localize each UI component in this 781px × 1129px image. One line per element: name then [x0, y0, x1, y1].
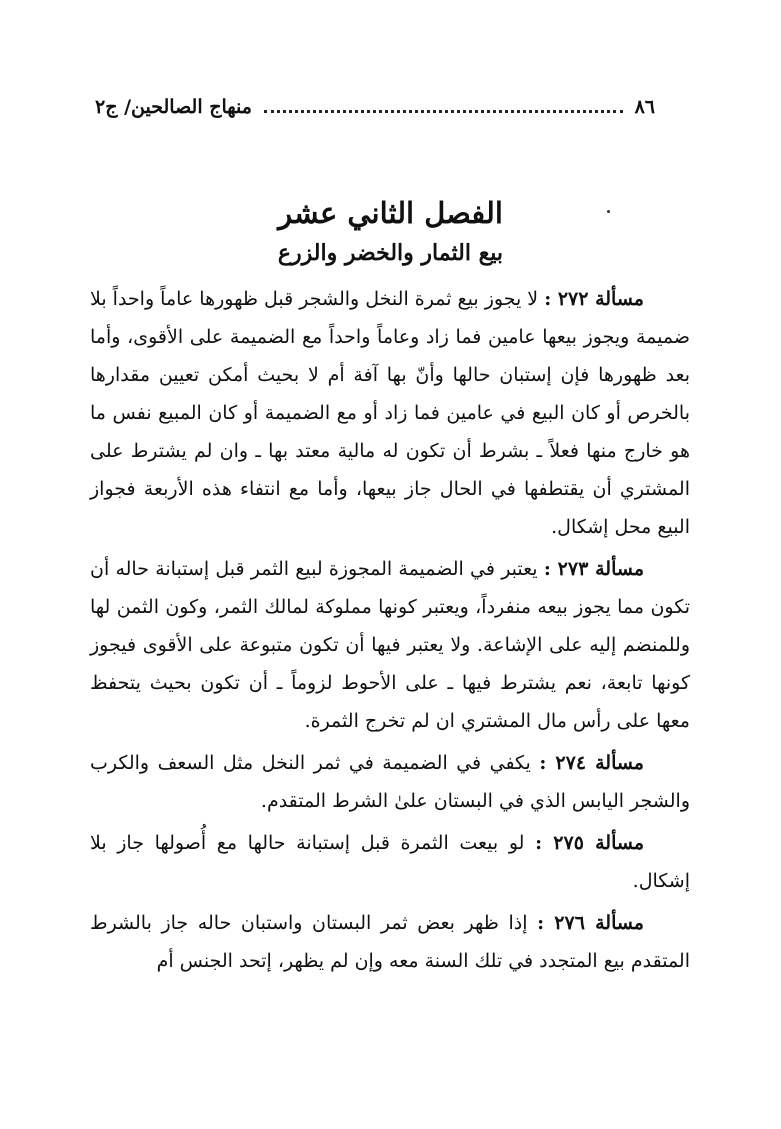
issue-paragraph: [90, 550, 690, 740]
issue-label: مسألة ٢٧٢ :: [544, 288, 644, 310]
issue-text: يعتبر في الضميمة المجوزة لبيع الثمر قبل إستبانة حاله أن تكون مما يجوز بيعه منفرداً، ويعتبر كونها مملوكة لمالك الثمر، وكون الثمن لها وللمنضم إليه على الإشاعة. ولا يعتبر فيها أن تكون متبوعة على الأقوى فيجوز كونها تابعة، نعم يشترط فيها ـ على الأحوط لزوماً ـ أن تكون بحيث يتحفظ معها على رأس مال المشتري ان لم تخرج الثمرة.: [90, 558, 690, 732]
issue-label: مسألة ٢٧٥ :: [535, 832, 644, 854]
issue-label: مسألة ٢٧٣ :: [543, 558, 644, 580]
issue-label: مسألة ٢٧٦ :: [537, 912, 644, 934]
running-header: [95, 92, 655, 122]
issue-paragraph: [90, 904, 690, 980]
header-dot-leader: [264, 110, 623, 113]
issue-text: إذا ظهر بعض ثمر البستان واستبان حاله جاز بالشرط المتقدم بيع المتجدد في تلك السنة معه وإن لم يظهر، إتحد الجنس أم: [90, 912, 690, 972]
chapter-title: الفصل الثاني عشر: [278, 196, 503, 230]
issue-paragraph: [90, 280, 690, 546]
issue-paragraph: [90, 744, 690, 820]
issue-text: لو بيعت الثمرة قبل إستبانة حالها مع أُصولها جاز بلا إشكال.: [90, 832, 690, 892]
book-title: منهاج الصالحين/ ج٢: [95, 96, 252, 118]
issue-text: يكفي في الضميمة في ثمر النخل مثل السعف والكرب والشجر اليابس الذي في البستان علىٰ الشرط المتقدم.: [90, 752, 690, 812]
issue-text: لا يجوز بيع ثمرة النخل والشجر قبل ظهورها عاماً واحداً بلا ضميمة ويجوز بيعها عامين فما زاد وعاماً واحداً مع الضميمة على الأقوى، وأما بعد ظهورها فإن إستبان حالها وأنّ بها آفة أم لا بحيث أمكن تعيين مقدارها بالخرص أو كان البيع في عامين فما زاد أو مع الضميمة أو كان المبيع نفس ما هو خارج منها فعلاً ـ بشرط أن تكون له مالية معتد بها ـ وان لم يشترط على المشتري أن يقتطفها في الحال جاز بيعها، وأما مع انتفاء هذه الأربعة فجواز البيع محل إشكال.: [90, 288, 690, 538]
chapter-subtitle: بيع الثمار والخضر والزرع: [277, 240, 504, 266]
body-text: [90, 280, 690, 984]
issue-paragraph: [90, 824, 690, 900]
page-number: ٨٦: [634, 96, 655, 118]
issue-label: مسألة ٢٧٤ :: [539, 752, 644, 774]
